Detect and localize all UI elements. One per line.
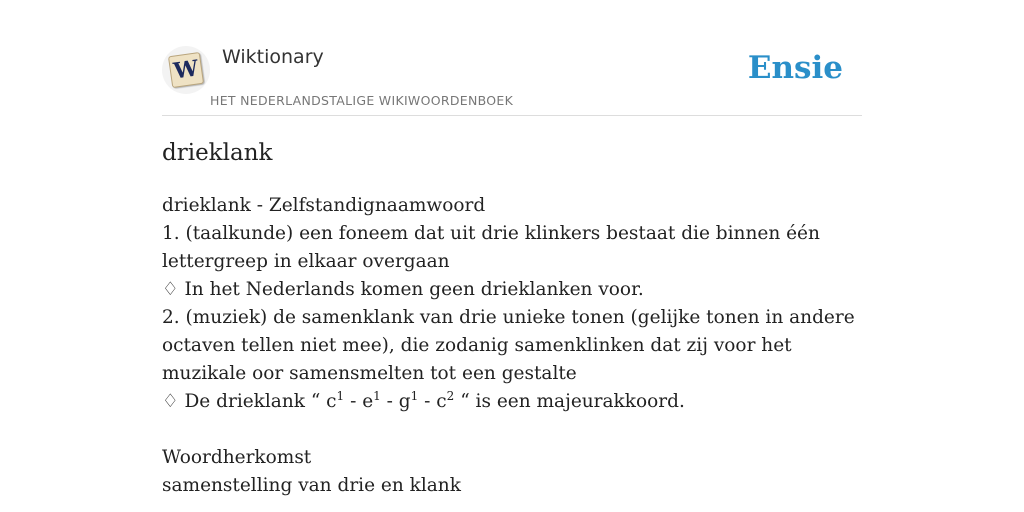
site-name[interactable]: Wiktionary: [222, 46, 324, 68]
superscript-3: 1: [410, 389, 419, 403]
site-tagline: HET NEDERLANDSTALIGE WIKIWOORDENBOEK: [210, 93, 514, 108]
spacer: [162, 416, 864, 444]
header-divider: [162, 115, 862, 116]
example-2: [162, 388, 864, 416]
entry-title: drieklank: [162, 140, 273, 166]
wiktionary-logo-icon: W: [168, 52, 204, 88]
superscript-1: 1: [336, 389, 345, 403]
etymology-text: samenstelling van drie en klank: [162, 475, 461, 496]
example-2-prefix: ♢ De drieklank “ c: [162, 391, 337, 412]
etymology-heading: Woordherkomst: [162, 447, 312, 468]
example-2-suffix: “ is een majeurakkoord.: [454, 391, 685, 412]
example-1: ♢ In het Nederlands komen geen drieklanken voor.: [162, 279, 644, 300]
sense-2: 2. (muziek) de samenklank van drie unieke tonen (gelijke tonen in andere octaven tellen niet mee), die zodanig samenklinken dat zij voor het muzikale oor samensmelten tot een gestalte: [162, 307, 855, 384]
sense-1: 1. (taalkunde) een foneem dat uit drie klinkers bestaat die binnen één lettergreep in elkaar overgaan: [162, 223, 820, 272]
ensie-brand-logo[interactable]: Ensie: [747, 50, 843, 86]
entry-content: [162, 192, 864, 500]
wiktionary-logo[interactable]: [162, 46, 210, 94]
example-2-part: - e: [344, 391, 374, 412]
part-of-speech-line: drieklank - Zelfstandignaamwoord: [162, 195, 486, 216]
example-2-part: - g: [380, 391, 411, 412]
example-2-part: - c: [418, 391, 447, 412]
superscript-2: 1: [373, 389, 381, 403]
superscript-4: 2: [446, 389, 455, 403]
